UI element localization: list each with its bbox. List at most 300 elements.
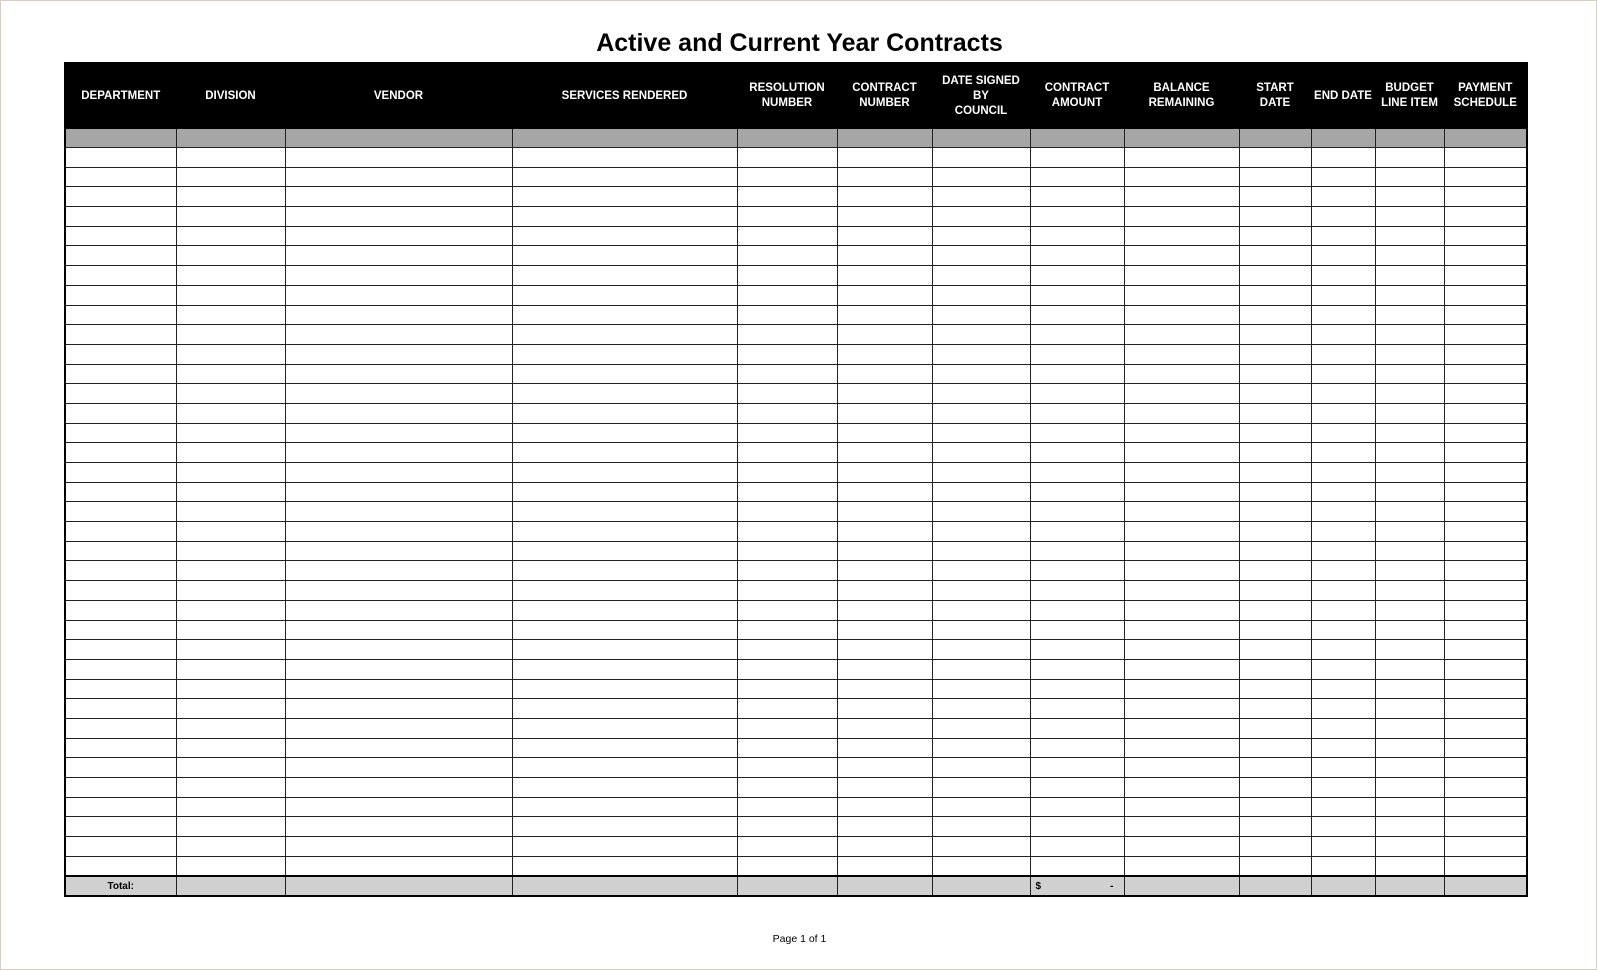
table-cell[interactable]	[1030, 797, 1124, 817]
table-cell[interactable]	[176, 325, 285, 345]
table-cell[interactable]	[176, 541, 285, 561]
table-cell[interactable]	[1444, 541, 1527, 561]
table-cell[interactable]	[1030, 561, 1124, 581]
table-cell[interactable]	[932, 758, 1030, 778]
table-cell[interactable]	[1124, 502, 1239, 522]
table-cell[interactable]	[512, 738, 737, 758]
table-cell[interactable]	[932, 207, 1030, 227]
table-cell[interactable]	[512, 187, 737, 207]
table-cell[interactable]	[65, 541, 176, 561]
table-cell[interactable]	[1124, 266, 1239, 286]
table-cell[interactable]	[737, 876, 837, 896]
table-cell[interactable]	[512, 718, 737, 738]
table-cell[interactable]	[285, 305, 512, 325]
table-cell[interactable]	[1311, 640, 1375, 660]
table-cell[interactable]	[1311, 246, 1375, 266]
table-cell[interactable]	[285, 876, 512, 896]
table-cell[interactable]	[1311, 423, 1375, 443]
table-cell[interactable]	[737, 817, 837, 837]
table-cell[interactable]	[1124, 423, 1239, 443]
table-cell[interactable]	[1239, 403, 1311, 423]
table-cell[interactable]	[512, 344, 737, 364]
table-cell[interactable]	[1375, 246, 1444, 266]
table-cell[interactable]	[837, 148, 932, 168]
table-cell[interactable]	[285, 738, 512, 758]
table-cell[interactable]	[837, 187, 932, 207]
table-cell[interactable]	[65, 129, 176, 148]
table-cell[interactable]	[932, 187, 1030, 207]
table-cell[interactable]	[65, 837, 176, 857]
table-cell[interactable]	[1124, 246, 1239, 266]
table-cell[interactable]	[1239, 659, 1311, 679]
table-cell[interactable]	[1239, 423, 1311, 443]
table-cell[interactable]	[932, 463, 1030, 483]
table-cell[interactable]	[65, 226, 176, 246]
table-cell[interactable]	[837, 226, 932, 246]
table-cell[interactable]	[1124, 778, 1239, 798]
table-cell[interactable]	[1239, 541, 1311, 561]
table-cell[interactable]	[1444, 876, 1527, 896]
table-cell[interactable]	[1311, 266, 1375, 286]
table-cell[interactable]	[176, 718, 285, 738]
table-cell[interactable]	[65, 187, 176, 207]
table-cell[interactable]	[1444, 778, 1527, 798]
table-cell[interactable]	[512, 285, 737, 305]
table-cell[interactable]	[1375, 167, 1444, 187]
table-cell[interactable]	[65, 699, 176, 719]
table-cell[interactable]	[837, 541, 932, 561]
table-cell[interactable]	[1239, 640, 1311, 660]
table-cell[interactable]	[1030, 226, 1124, 246]
table-cell[interactable]	[1444, 423, 1527, 443]
table-cell[interactable]	[932, 325, 1030, 345]
table-cell[interactable]	[512, 699, 737, 719]
table-cell[interactable]	[1311, 129, 1375, 148]
table-cell[interactable]	[1030, 502, 1124, 522]
table-cell[interactable]	[1375, 522, 1444, 542]
table-cell[interactable]	[1311, 600, 1375, 620]
table-cell[interactable]	[737, 600, 837, 620]
table-cell[interactable]	[512, 876, 737, 896]
table-cell[interactable]	[1375, 482, 1444, 502]
table-cell[interactable]	[1030, 344, 1124, 364]
table-cell[interactable]	[932, 699, 1030, 719]
table-cell[interactable]	[1239, 443, 1311, 463]
table-cell[interactable]	[932, 797, 1030, 817]
table-cell[interactable]	[1030, 187, 1124, 207]
table-cell[interactable]	[737, 285, 837, 305]
table-cell[interactable]	[1239, 482, 1311, 502]
table-cell[interactable]	[932, 443, 1030, 463]
table-cell[interactable]	[1030, 167, 1124, 187]
table-cell[interactable]	[1311, 207, 1375, 227]
table-cell[interactable]	[1444, 620, 1527, 640]
table-cell[interactable]	[285, 502, 512, 522]
table-cell[interactable]	[176, 463, 285, 483]
table-cell[interactable]	[1239, 285, 1311, 305]
table-cell[interactable]	[512, 443, 737, 463]
table-cell[interactable]	[512, 581, 737, 601]
table-cell[interactable]	[65, 148, 176, 168]
table-cell[interactable]	[1444, 285, 1527, 305]
table-cell[interactable]	[176, 600, 285, 620]
table-cell[interactable]	[1311, 856, 1375, 876]
table-cell[interactable]	[1030, 679, 1124, 699]
table-cell[interactable]	[1375, 423, 1444, 443]
table-cell[interactable]	[1124, 797, 1239, 817]
table-cell[interactable]	[737, 443, 837, 463]
table-cell[interactable]	[65, 620, 176, 640]
table-cell[interactable]	[1375, 344, 1444, 364]
table-cell[interactable]	[837, 581, 932, 601]
table-cell[interactable]	[176, 640, 285, 660]
table-cell[interactable]	[932, 600, 1030, 620]
table-cell[interactable]	[737, 344, 837, 364]
table-cell[interactable]	[65, 285, 176, 305]
table-cell[interactable]	[932, 305, 1030, 325]
table-cell[interactable]	[65, 738, 176, 758]
table-cell[interactable]	[1311, 541, 1375, 561]
table-cell[interactable]	[65, 266, 176, 286]
table-cell[interactable]	[285, 640, 512, 660]
table-cell[interactable]	[1375, 443, 1444, 463]
table-cell[interactable]	[1124, 129, 1239, 148]
table-cell[interactable]	[837, 738, 932, 758]
table-cell[interactable]	[512, 325, 737, 345]
table-cell[interactable]	[512, 148, 737, 168]
table-cell[interactable]	[1124, 482, 1239, 502]
table-cell[interactable]	[1444, 738, 1527, 758]
table-cell[interactable]	[1375, 364, 1444, 384]
table-cell[interactable]	[1311, 679, 1375, 699]
table-cell[interactable]	[1444, 640, 1527, 660]
table-cell[interactable]	[1444, 522, 1527, 542]
table-cell[interactable]	[1124, 344, 1239, 364]
table-cell[interactable]	[285, 207, 512, 227]
table-cell[interactable]	[285, 837, 512, 857]
table-cell[interactable]	[737, 403, 837, 423]
table-cell[interactable]	[837, 876, 932, 896]
table-cell[interactable]	[932, 738, 1030, 758]
table-cell[interactable]	[1239, 778, 1311, 798]
table-cell[interactable]	[65, 325, 176, 345]
table-cell[interactable]	[512, 856, 737, 876]
total-contract-amount-cell[interactable]	[1030, 876, 1124, 896]
table-cell[interactable]	[837, 129, 932, 148]
table-cell[interactable]	[1239, 502, 1311, 522]
table-cell[interactable]	[1030, 640, 1124, 660]
table-cell[interactable]	[65, 561, 176, 581]
table-cell[interactable]	[837, 718, 932, 738]
table-cell[interactable]	[1311, 581, 1375, 601]
table-cell[interactable]	[512, 679, 737, 699]
table-cell[interactable]	[512, 246, 737, 266]
table-cell[interactable]	[737, 837, 837, 857]
table-cell[interactable]	[737, 699, 837, 719]
table-cell[interactable]	[932, 246, 1030, 266]
table-cell[interactable]	[737, 502, 837, 522]
table-cell[interactable]	[285, 364, 512, 384]
table-cell[interactable]	[1124, 679, 1239, 699]
table-cell[interactable]	[176, 423, 285, 443]
table-cell[interactable]	[1124, 305, 1239, 325]
table-cell[interactable]	[737, 758, 837, 778]
table-cell[interactable]	[1375, 502, 1444, 522]
table-cell[interactable]	[1311, 758, 1375, 778]
table-cell[interactable]	[1444, 797, 1527, 817]
table-cell[interactable]	[737, 148, 837, 168]
table-cell[interactable]	[737, 522, 837, 542]
table-cell[interactable]	[1239, 167, 1311, 187]
table-cell[interactable]	[176, 758, 285, 778]
table-cell[interactable]	[176, 561, 285, 581]
table-cell[interactable]	[1030, 837, 1124, 857]
table-cell[interactable]	[1444, 581, 1527, 601]
table-cell[interactable]	[176, 522, 285, 542]
table-cell[interactable]	[285, 443, 512, 463]
table-cell[interactable]	[1030, 817, 1124, 837]
table-cell[interactable]	[285, 344, 512, 364]
table-cell[interactable]	[737, 620, 837, 640]
table-cell[interactable]	[1444, 817, 1527, 837]
table-cell[interactable]	[65, 600, 176, 620]
table-cell[interactable]	[737, 129, 837, 148]
table-cell[interactable]	[737, 738, 837, 758]
table-cell[interactable]	[65, 758, 176, 778]
table-cell[interactable]	[1311, 167, 1375, 187]
table-cell[interactable]	[1124, 325, 1239, 345]
table-cell[interactable]	[1311, 620, 1375, 640]
table-cell[interactable]	[1124, 148, 1239, 168]
table-cell[interactable]	[1030, 581, 1124, 601]
table-cell[interactable]	[1239, 364, 1311, 384]
table-cell[interactable]	[1239, 876, 1311, 896]
table-cell[interactable]	[737, 167, 837, 187]
table-cell[interactable]	[737, 305, 837, 325]
table-cell[interactable]	[285, 541, 512, 561]
table-cell[interactable]	[1311, 778, 1375, 798]
table-cell[interactable]	[932, 856, 1030, 876]
table-cell[interactable]	[1239, 738, 1311, 758]
table-cell[interactable]	[176, 620, 285, 640]
table-cell[interactable]	[1239, 797, 1311, 817]
table-cell[interactable]	[1030, 423, 1124, 443]
table-cell[interactable]	[737, 423, 837, 443]
table-cell[interactable]	[837, 600, 932, 620]
table-cell[interactable]	[1375, 659, 1444, 679]
table-cell[interactable]	[1124, 207, 1239, 227]
table-cell[interactable]	[1375, 207, 1444, 227]
table-cell[interactable]	[176, 364, 285, 384]
table-cell[interactable]	[1239, 679, 1311, 699]
table-cell[interactable]	[176, 778, 285, 798]
table-cell[interactable]	[837, 778, 932, 798]
table-cell[interactable]	[512, 817, 737, 837]
table-cell[interactable]	[737, 561, 837, 581]
table-cell[interactable]	[1444, 600, 1527, 620]
table-cell[interactable]	[285, 778, 512, 798]
table-cell[interactable]	[176, 856, 285, 876]
table-cell[interactable]	[1311, 148, 1375, 168]
table-cell[interactable]	[932, 620, 1030, 640]
table-cell[interactable]	[285, 384, 512, 404]
table-cell[interactable]	[1239, 699, 1311, 719]
table-cell[interactable]	[837, 423, 932, 443]
table-cell[interactable]	[1239, 187, 1311, 207]
table-cell[interactable]	[176, 129, 285, 148]
table-cell[interactable]	[932, 581, 1030, 601]
table-cell[interactable]	[512, 620, 737, 640]
table-cell[interactable]	[512, 364, 737, 384]
table-cell[interactable]	[1124, 541, 1239, 561]
table-cell[interactable]	[737, 797, 837, 817]
table-cell[interactable]	[285, 561, 512, 581]
table-cell[interactable]	[1030, 620, 1124, 640]
table-cell[interactable]	[1311, 482, 1375, 502]
table-cell[interactable]	[1030, 266, 1124, 286]
table-cell[interactable]	[737, 266, 837, 286]
table-cell[interactable]	[176, 738, 285, 758]
table-cell[interactable]	[65, 463, 176, 483]
table-cell[interactable]	[1124, 581, 1239, 601]
table-cell[interactable]	[837, 522, 932, 542]
table-cell[interactable]	[1239, 561, 1311, 581]
table-cell[interactable]	[1030, 659, 1124, 679]
table-cell[interactable]	[65, 482, 176, 502]
table-cell[interactable]	[837, 797, 932, 817]
table-cell[interactable]	[1444, 561, 1527, 581]
table-cell[interactable]	[65, 502, 176, 522]
table-cell[interactable]	[1375, 581, 1444, 601]
table-cell[interactable]	[65, 581, 176, 601]
table-cell[interactable]	[1239, 758, 1311, 778]
table-cell[interactable]	[737, 482, 837, 502]
table-cell[interactable]	[1444, 187, 1527, 207]
table-cell[interactable]	[1444, 699, 1527, 719]
table-cell[interactable]	[512, 561, 737, 581]
table-cell[interactable]	[1375, 285, 1444, 305]
table-cell[interactable]	[837, 266, 932, 286]
table-cell[interactable]	[1444, 482, 1527, 502]
table-cell[interactable]	[512, 129, 737, 148]
table-cell[interactable]	[176, 502, 285, 522]
table-cell[interactable]	[285, 226, 512, 246]
table-cell[interactable]	[512, 659, 737, 679]
table-cell[interactable]	[1124, 384, 1239, 404]
table-cell[interactable]	[1030, 738, 1124, 758]
table-cell[interactable]	[1311, 443, 1375, 463]
table-cell[interactable]	[1239, 581, 1311, 601]
table-cell[interactable]	[1311, 561, 1375, 581]
table-cell[interactable]	[1375, 148, 1444, 168]
table-cell[interactable]	[1239, 207, 1311, 227]
table-cell[interactable]	[285, 246, 512, 266]
table-cell[interactable]	[65, 403, 176, 423]
table-cell[interactable]	[1375, 384, 1444, 404]
table-cell[interactable]	[65, 305, 176, 325]
table-cell[interactable]	[1311, 344, 1375, 364]
table-cell[interactable]	[1124, 285, 1239, 305]
table-cell[interactable]	[512, 600, 737, 620]
table-cell[interactable]	[1239, 384, 1311, 404]
table-cell[interactable]	[176, 207, 285, 227]
table-cell[interactable]	[285, 423, 512, 443]
table-cell[interactable]	[932, 285, 1030, 305]
table-cell[interactable]	[65, 207, 176, 227]
table-cell[interactable]	[1311, 817, 1375, 837]
table-cell[interactable]	[1311, 403, 1375, 423]
table-cell[interactable]	[837, 443, 932, 463]
table-cell[interactable]	[65, 778, 176, 798]
table-cell[interactable]	[837, 285, 932, 305]
table-cell[interactable]	[932, 129, 1030, 148]
table-cell[interactable]	[1375, 817, 1444, 837]
table-cell[interactable]	[837, 246, 932, 266]
table-cell[interactable]	[1444, 305, 1527, 325]
table-cell[interactable]	[65, 718, 176, 738]
table-cell[interactable]	[932, 148, 1030, 168]
table-cell[interactable]	[176, 384, 285, 404]
table-cell[interactable]	[1030, 758, 1124, 778]
table-cell[interactable]	[1030, 699, 1124, 719]
table-cell[interactable]	[1124, 620, 1239, 640]
table-cell[interactable]	[176, 305, 285, 325]
table-cell[interactable]	[1124, 718, 1239, 738]
table-cell[interactable]	[1030, 541, 1124, 561]
table-cell[interactable]	[737, 226, 837, 246]
table-cell[interactable]	[1444, 266, 1527, 286]
table-cell[interactable]	[1311, 718, 1375, 738]
table-cell[interactable]	[285, 699, 512, 719]
table-cell[interactable]	[737, 187, 837, 207]
table-cell[interactable]	[512, 207, 737, 227]
table-cell[interactable]	[1444, 129, 1527, 148]
table-cell[interactable]	[1375, 699, 1444, 719]
table-cell[interactable]	[837, 167, 932, 187]
table-cell[interactable]	[1030, 443, 1124, 463]
table-cell[interactable]	[1030, 778, 1124, 798]
table-cell[interactable]	[512, 541, 737, 561]
table-cell[interactable]	[512, 778, 737, 798]
table-cell[interactable]	[285, 285, 512, 305]
table-cell[interactable]	[932, 876, 1030, 896]
table-cell[interactable]	[65, 423, 176, 443]
table-cell[interactable]	[1124, 364, 1239, 384]
table-cell[interactable]	[837, 679, 932, 699]
table-cell[interactable]	[1375, 403, 1444, 423]
table-cell[interactable]	[1030, 482, 1124, 502]
table-cell[interactable]	[1375, 640, 1444, 660]
table-cell[interactable]	[1375, 797, 1444, 817]
table-cell[interactable]	[1124, 167, 1239, 187]
table-cell[interactable]	[285, 482, 512, 502]
table-cell[interactable]	[1030, 364, 1124, 384]
table-cell[interactable]	[1375, 541, 1444, 561]
table-cell[interactable]	[1444, 325, 1527, 345]
table-cell[interactable]	[1444, 246, 1527, 266]
table-cell[interactable]	[932, 423, 1030, 443]
table-cell[interactable]	[1030, 522, 1124, 542]
table-cell[interactable]	[1030, 246, 1124, 266]
table-cell[interactable]	[512, 463, 737, 483]
table-cell[interactable]	[1375, 718, 1444, 738]
table-cell[interactable]	[512, 384, 737, 404]
table-cell[interactable]	[1239, 817, 1311, 837]
table-cell[interactable]	[285, 817, 512, 837]
table-cell[interactable]	[1375, 325, 1444, 345]
table-cell[interactable]	[837, 403, 932, 423]
table-cell[interactable]	[737, 207, 837, 227]
